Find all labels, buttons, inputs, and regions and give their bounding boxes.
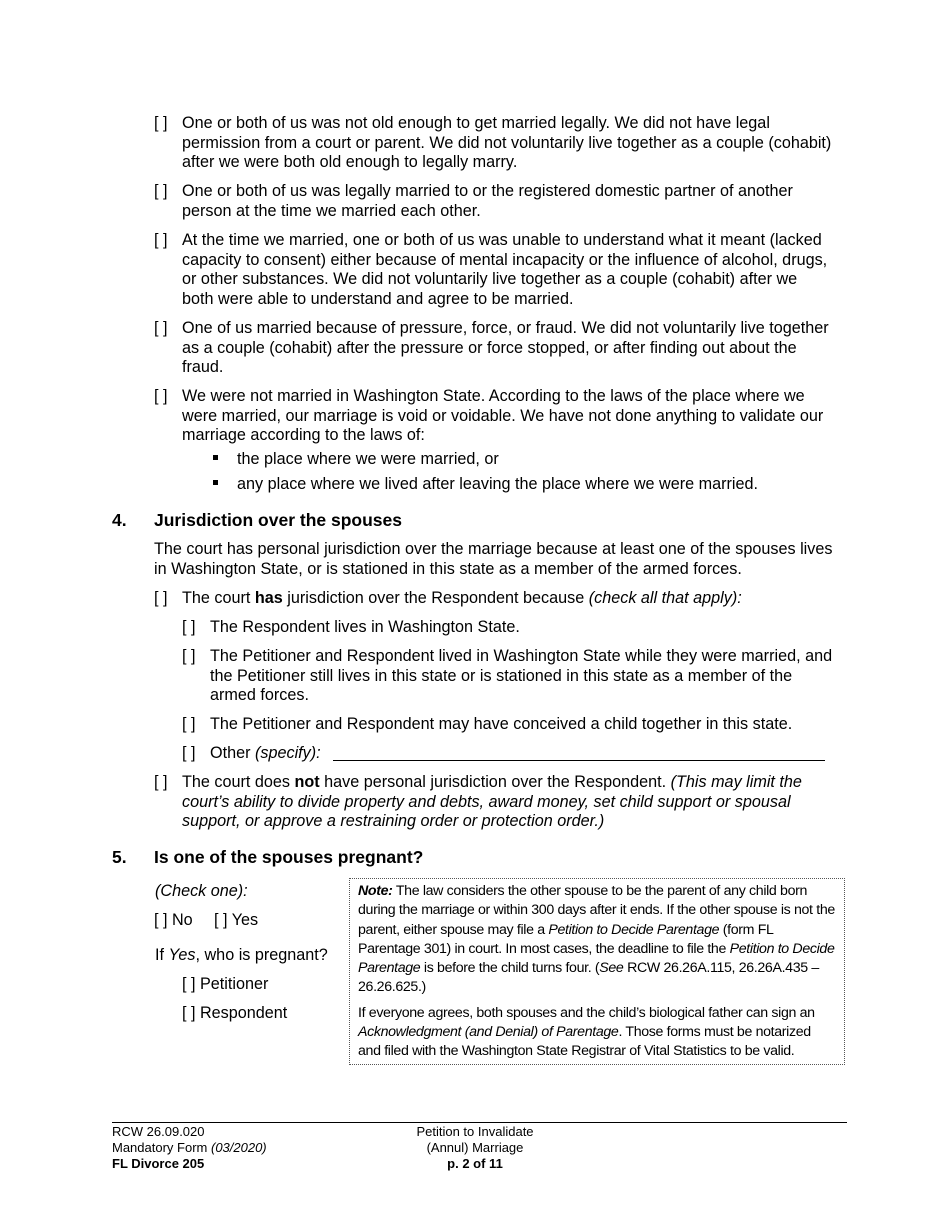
other-jurisdiction-label: Other (specify): <box>210 744 321 762</box>
ground-not-old-enough: One or both of us was not old enough to get married legally. We did not have legal permission from a court or parent. We did not voluntarily live together as a couple (cohabit) after we were both old enough to legally marry. <box>182 114 832 172</box>
section-4-intro: The court has personal jurisdiction over the marriage because at least one of the spouses lives in Washington State, or is stationed in this state as a member of the armed forces. <box>154 540 833 578</box>
parentage-note-paragraph: Note: The law considers the other spouse to be the parent of any child born during the marriage or within 300 days after it ends. If the other spouse is not the parent, either spouse may file a Petition to Decide Parentage (form FL Parentage 301) in court. In most cases, the deadline to file the Petition to Decide Parentage is before the child turns four. (See RCW 26.26A.115, 26.26A.435 – 26.26.625.) <box>358 883 835 996</box>
footer-form-id: FL Divorce 205 <box>112 1156 205 1171</box>
respondent-lives-wa: The Respondent lives in Washington State. <box>210 618 520 636</box>
check-one-label: (Check one): <box>155 882 248 900</box>
footer-mandatory-form: Mandatory Form (03/2020) <box>112 1140 267 1155</box>
footer-title-line2: (Annul) Marriage <box>426 1140 524 1155</box>
checkbox-not-old-enough[interactable]: [ ] <box>154 114 168 132</box>
section-5-number: 5. <box>112 847 127 867</box>
checkbox-lacked-capacity[interactable]: [ ] <box>154 231 168 249</box>
bullet-icon <box>213 480 218 485</box>
footer-rcw: RCW 26.09.020 <box>112 1124 205 1139</box>
ground-not-married-in-wa: We were not married in Washington State. According to the laws of the place where we were married, our marriage is void or voidable. We have not done anything to validate our marriage according to the laws of: <box>182 387 824 445</box>
checkbox-pressure-fraud[interactable]: [ ] <box>154 319 168 337</box>
footer-title-line1: Petition to Invalidate <box>416 1124 534 1139</box>
court-no-jurisdiction: The court does not have personal jurisdiction over the Respondent. (This may limit the court’s ability to divide property and debts, award money, set child support or spousal support, or approve a restraining order or protection order.) <box>182 773 802 831</box>
pregnant-petitioner-option[interactable]: [ ] Petitioner <box>182 975 269 993</box>
checkbox-court-has-jurisdiction[interactable]: [ ] <box>154 589 168 607</box>
bullet-item: any place where we lived after leaving the place where we were married. <box>237 475 758 493</box>
lived-in-wa-while-married: The Petitioner and Respondent lived in Washington State while they were married, and the Petitioner still lives in this state or is stationed in this state as a member of the armed forces. <box>210 647 833 705</box>
section-4-number: 4. <box>112 510 127 530</box>
checkbox-not-married-in-wa[interactable]: [ ] <box>154 387 168 405</box>
court-has-jurisdiction: The court has jurisdiction over the Respondent because (check all that apply): <box>182 589 742 607</box>
acknowledgment-note-paragraph: If everyone agrees, both spouses and the child’s biological father can sign an Acknowledgment (and Denial) of Parentage. Those forms must be notarized and filed with the Washington State Registrar of Vital Statistics to be valid. <box>358 1004 815 1060</box>
who-is-pregnant-label: If Yes, who is pregnant? <box>155 946 328 964</box>
footer-rule <box>112 1122 847 1123</box>
pregnant-no-option[interactable]: [ ] No <box>154 911 193 929</box>
ground-already-married: One or both of us was legally married to or the registered domestic partner of another person at the time we married each other. <box>182 182 793 220</box>
checkbox-no-jurisdiction[interactable]: [ ] <box>154 773 168 791</box>
bullet-item: the place where we were married, or <box>237 450 499 468</box>
conceived-child-in-wa: The Petitioner and Respondent may have conceived a child together in this state. <box>210 715 793 733</box>
pregnant-yes-option[interactable]: [ ] Yes <box>214 911 259 929</box>
section-5-title: Is one of the spouses pregnant? <box>154 847 424 867</box>
checkbox-respondent-lives-wa[interactable]: [ ] <box>182 618 196 636</box>
ground-pressure-fraud: One of us married because of pressure, force, or fraud. We did not voluntarily live together as a couple (cohabit) after the pressure or force stopped, or after finding out about the fraud. <box>182 319 829 377</box>
footer-page-number: p. 2 of 11 <box>447 1156 503 1171</box>
checkbox-lived-in-wa-while-married[interactable]: [ ] <box>182 647 196 665</box>
other-specify-line[interactable] <box>333 760 825 761</box>
ground-lacked-capacity: At the time we married, one or both of us was unable to understand what it meant (lacked capacity to consent) either because of mental incapacity or the influence of alcohol, drugs, or other substances. We did not voluntarily live together as a couple (cohabit) after we both were able to understand and agree to be married. <box>182 231 828 308</box>
section-4-title: Jurisdiction over the spouses <box>154 510 402 530</box>
checkbox-other-jurisdiction[interactable]: [ ] <box>182 744 196 762</box>
bullet-icon <box>213 455 218 460</box>
checkbox-already-married[interactable]: [ ] <box>154 182 168 200</box>
checkbox-conceived-child-in-wa[interactable]: [ ] <box>182 715 196 733</box>
pregnant-respondent-option[interactable]: [ ] Respondent <box>182 1004 288 1022</box>
parentage-note-box <box>349 878 845 1065</box>
